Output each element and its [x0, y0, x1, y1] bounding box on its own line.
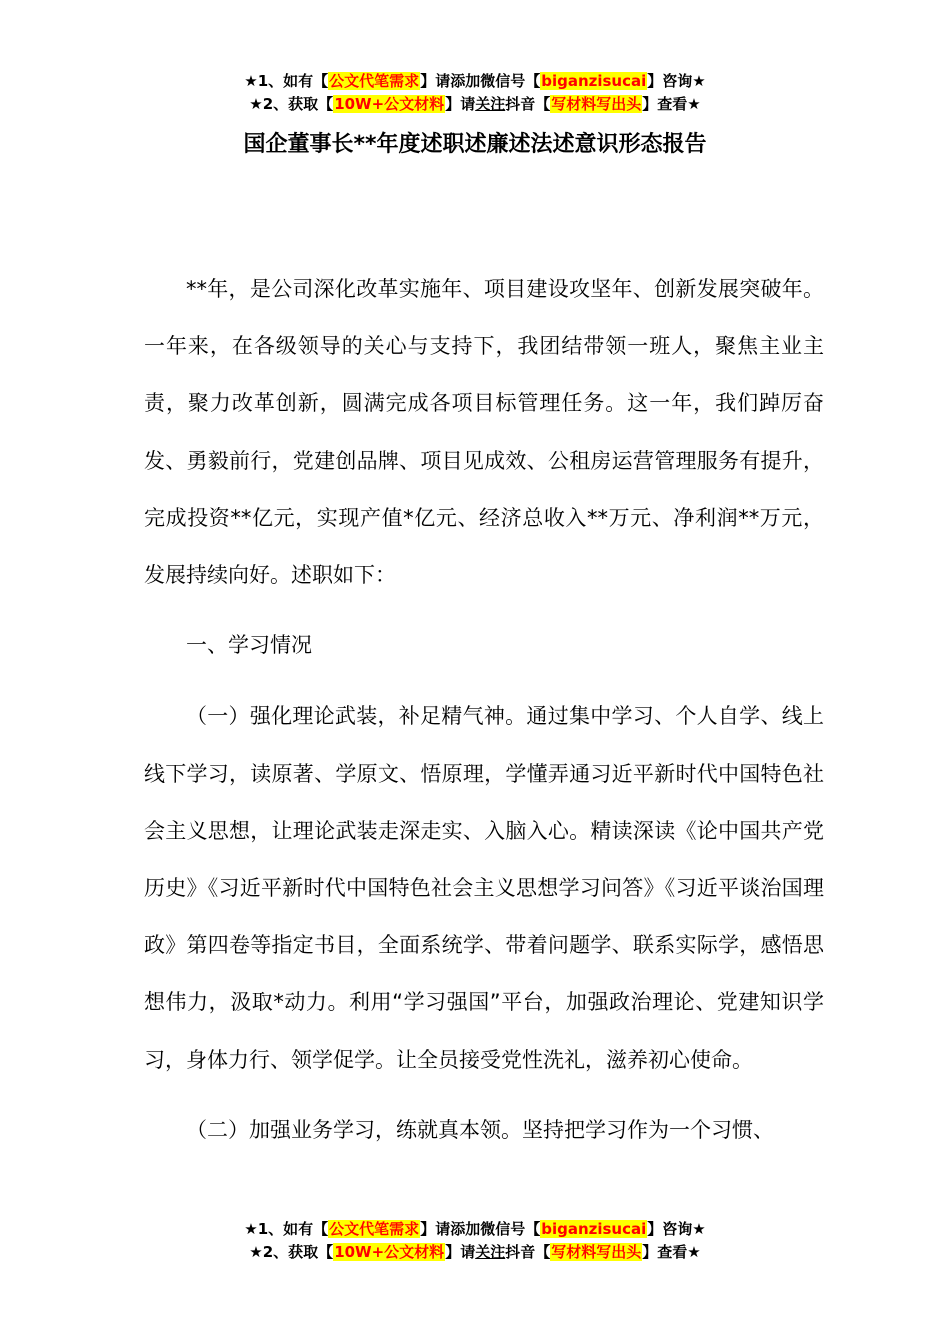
- footer-ad-suffix: 】咨询★: [647, 1220, 706, 1238]
- footer-ad-wechat-id: biganzisucai: [541, 1220, 647, 1238]
- header-ad-line-1: [0, 70, 950, 93]
- header-ad-highlight-materials: 10W+公文材料: [334, 95, 445, 113]
- footer-ad-prefix: ★1、如有【: [244, 1220, 329, 1238]
- intro-paragraph: **年，是公司深化改革实施年、项目建设攻坚年、创新发展突破年。一年来，在各级领导的关心与支持下，我团结带领一班人，聚焦主业主责，聚力改革创新，圆满完成各项目标管理任务。这一年，我们踔厉奋发、勇毅前行，党建创品牌、项目见成效、公租房运营管理服务有提升，完成投资**亿元，实现产值*亿元、经济总收入**万元、净利润**万元，发展持续向好。述职如下：: [144, 277, 824, 588]
- section-heading-study: 一、学习情况: [186, 633, 312, 658]
- header-ad-prefix: ★1、如有【: [244, 72, 329, 90]
- footer-ad-request-text: 】请: [445, 1243, 476, 1261]
- footer-ad-prefix-2: ★2、获取【: [249, 1243, 334, 1261]
- header-ad-douyin-account: 写材料写出头: [551, 95, 642, 113]
- document-body: [144, 261, 824, 1159]
- footer-ad-suffix-2: 】查看★: [642, 1243, 701, 1261]
- header-ad-prefix-2: ★2、获取【: [249, 95, 334, 113]
- footer-ad-line-1: [0, 1218, 950, 1241]
- section-item-theory: （一）强化理论武装，补足精气神。通过集中学习、个人自学、线上线下学习，读原著、学原文、悟原理，学懂弄通习近平新时代中国特色社会主义思想，让理论武装走深走实、入脑入心。精读深读《论中国共产党历史》《习近平新时代中国特色社会主义思想学习问答》《习近平谈治国理政》第四卷等指定书目，全面系统学、带着问题学、联系实际学，感悟思想伟力，汲取*动力。利用“学习强国”平台，加强政治理论、党建知识学习，身体力行、领学促学。让全员接受党性洗礼，滋养初心使命。: [144, 704, 824, 1072]
- footer-ad-highlight-writing-service: 公文代笔需求: [329, 1220, 420, 1238]
- header-ad-request-text: 】请: [445, 95, 476, 113]
- footer-ad-banner: [0, 1218, 950, 1264]
- footer-ad-douyin-text: 抖音【: [505, 1243, 551, 1261]
- footer-ad-follow-text: 关注: [475, 1243, 506, 1261]
- footer-ad-highlight-materials: 10W+公文材料: [334, 1243, 445, 1261]
- header-ad-highlight-writing-service: 公文代笔需求: [329, 72, 420, 90]
- header-ad-suffix-2: 】查看★: [642, 95, 701, 113]
- header-ad-suffix: 】咨询★: [647, 72, 706, 90]
- header-ad-banner: [0, 70, 950, 116]
- header-ad-douyin-text: 抖音【: [505, 95, 551, 113]
- footer-ad-wechat-text: 】请添加微信号【: [420, 1220, 541, 1238]
- header-ad-wechat-text: 】请添加微信号【: [420, 72, 541, 90]
- section-item-business: （二）加强业务学习，练就真本领。坚持把学习作为一个习惯、: [186, 1117, 774, 1142]
- footer-ad-line-2: [0, 1241, 950, 1264]
- header-ad-line-2: [0, 93, 950, 116]
- header-ad-wechat-id: biganzisucai: [541, 72, 647, 90]
- header-ad-follow-text: 关注: [475, 95, 506, 113]
- document-title: 国企董事长**年度述职述廉述法述意识形态报告: [243, 132, 707, 157]
- footer-ad-douyin-account: 写材料写出头: [551, 1243, 642, 1261]
